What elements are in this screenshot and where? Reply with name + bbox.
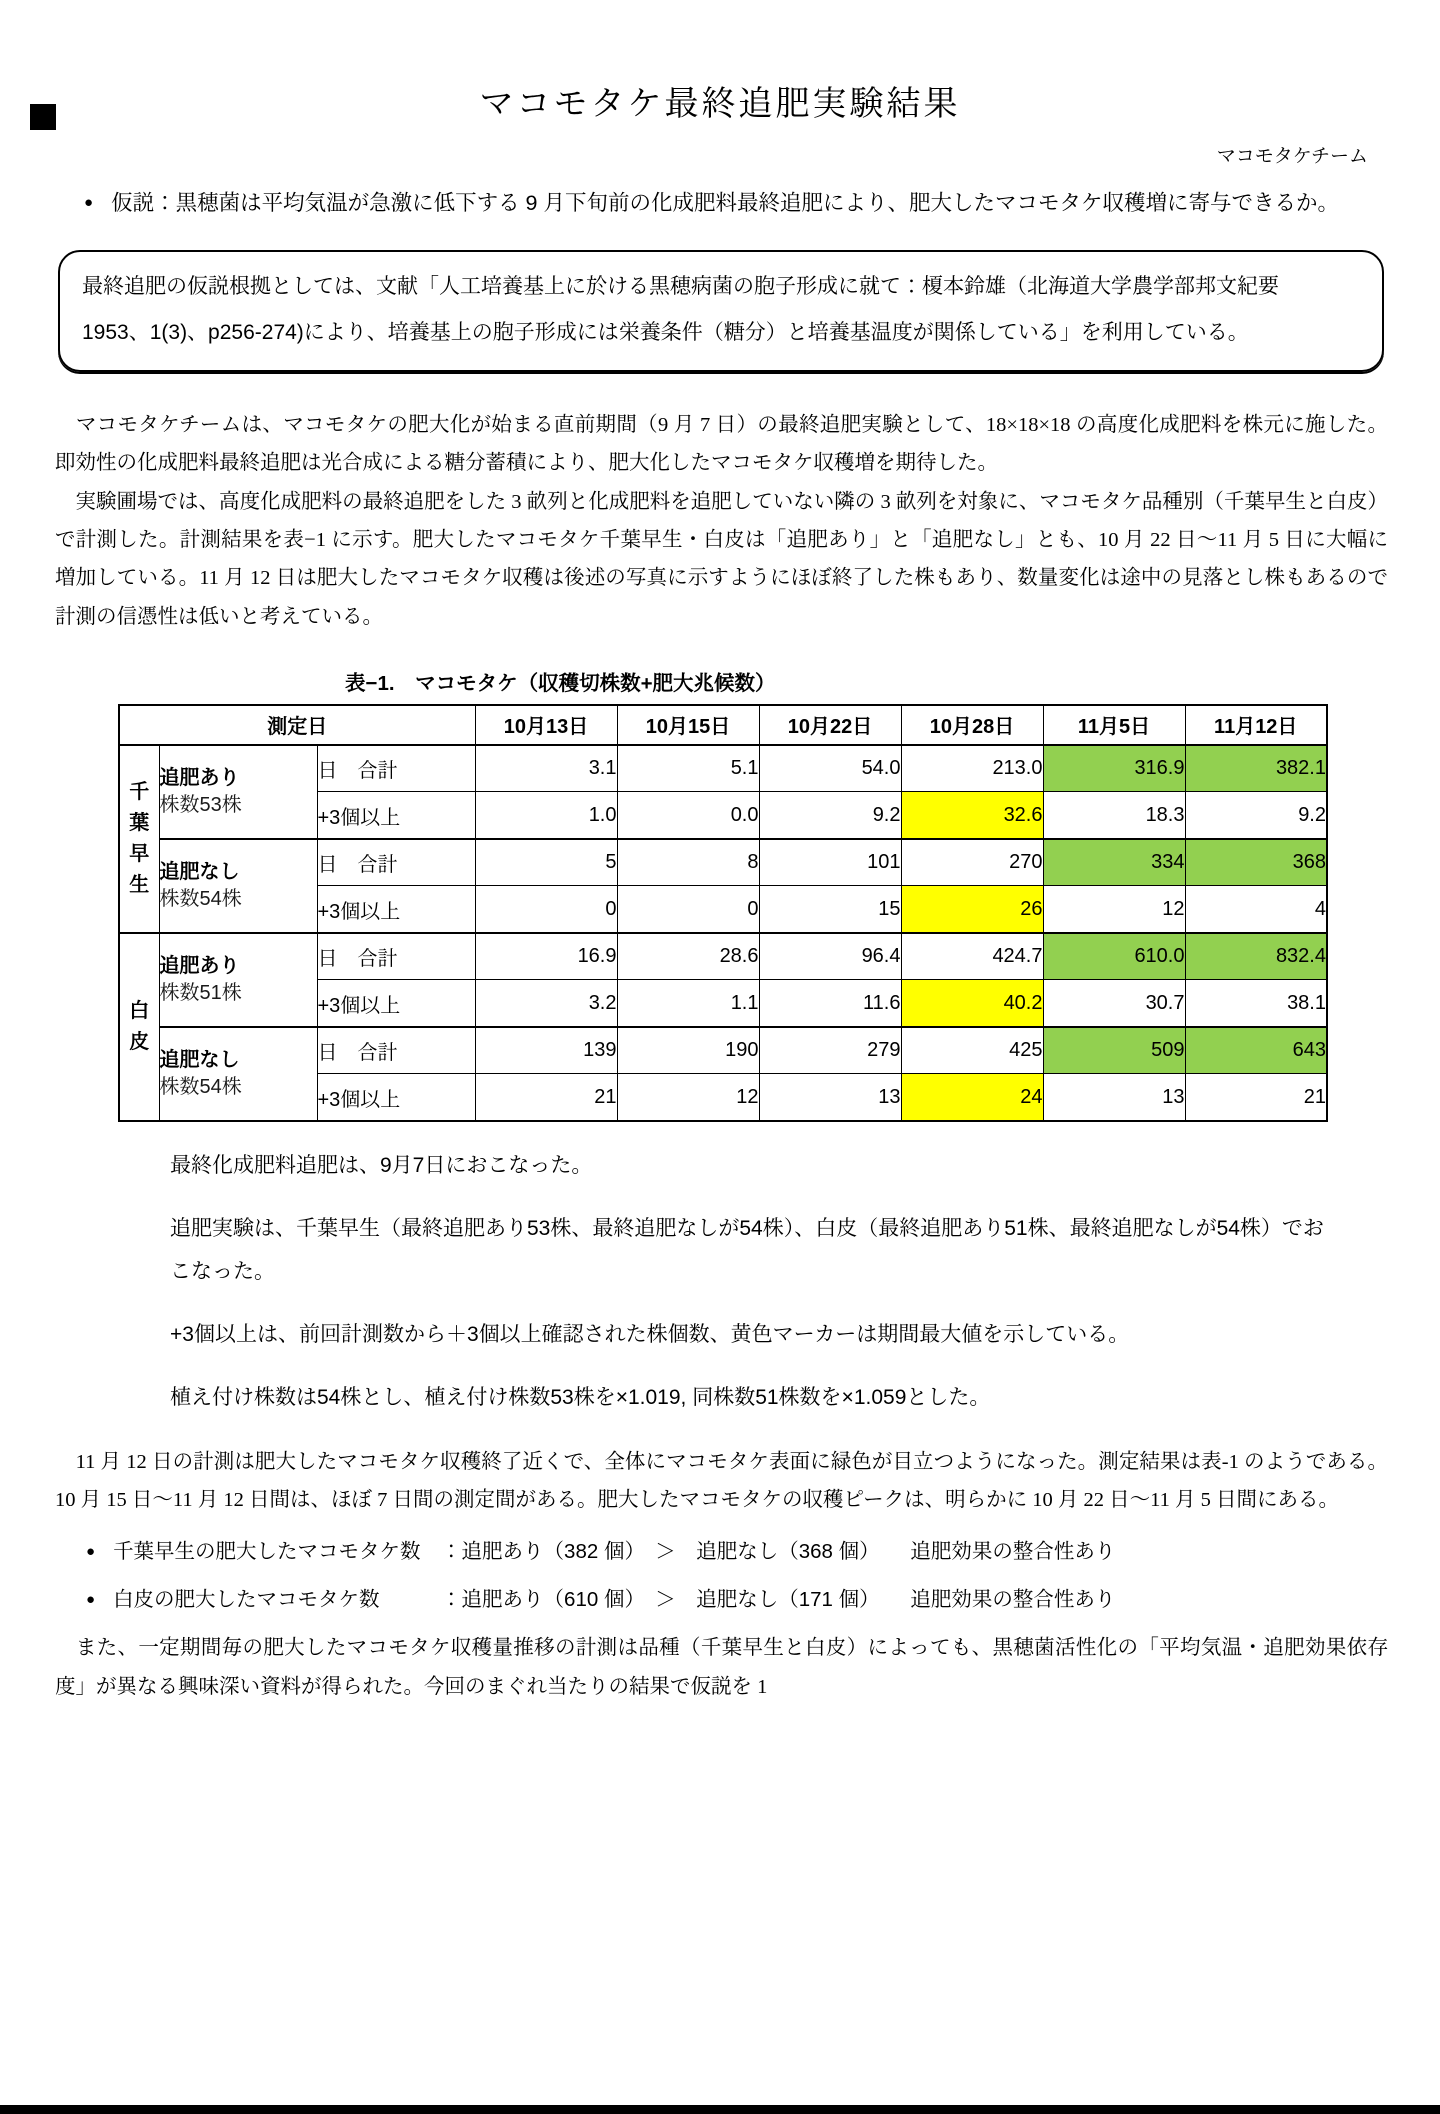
para-fertilizer-application: マコモタケチームは、マコモタケの肥大化が始まる直前期間（9 月 7 日）の最終追肥実験として、18×18×18 の高度化成肥料を株元に施した。即効性の化成肥料最終追肥は光合成による糖分蓄積により、肥大化したマコモタケ収穫増を期待した。: [55, 413, 1388, 475]
note-item: 植え付け株数は54株とし、植え付け株数53株を×1.019, 同株数51株数を×1.059とした。: [170, 1386, 991, 1410]
date-header: 11月5日: [1043, 705, 1185, 745]
metric-label: 日 合計: [317, 839, 475, 886]
treatment-label: [159, 745, 317, 839]
treatment-name: 追肥なし: [159, 1048, 240, 1071]
value-cell: 3.2: [475, 980, 617, 1027]
value-cell: 26: [901, 886, 1043, 933]
table-row: [119, 839, 1327, 886]
result-text: 千葉早生の肥大したマコモタケ数 ：追肥あり（382 個） ＞ 追肥なし（368 個） 追肥効果の整合性あり: [113, 1539, 1116, 1563]
value-cell: 213.0: [901, 745, 1043, 792]
makomo-table-body: [119, 745, 1327, 1121]
note-item: 追肥実験は、千葉早生（最終追肥あり53株、最終追肥なしが54株）、白皮（最終追肥あり51株、最終追肥なしが54株）でおこなった。: [170, 1216, 1324, 1283]
value-cell: 13: [759, 1074, 901, 1121]
metric-label: 日 合計: [317, 745, 475, 792]
value-cell: 1.0: [475, 792, 617, 839]
date-header: 10月28日: [901, 705, 1043, 745]
variety-label: 白皮: [119, 933, 159, 1121]
value-cell: 32.6: [901, 792, 1043, 839]
team-name: マコモタケチーム: [1216, 146, 1368, 167]
bullet-icon: ●: [84, 194, 94, 211]
bullet-icon: ●: [86, 1542, 96, 1560]
stock-count: 株数51株: [159, 981, 242, 1004]
bullet-icon: ●: [86, 1590, 96, 1608]
value-cell: 382.1: [1185, 745, 1327, 792]
treatment-name: 追肥あり: [159, 954, 240, 977]
value-cell: 316.9: [1043, 745, 1185, 792]
value-cell: 3.1: [475, 745, 617, 792]
reference-text: 最終追肥の仮説根拠としては、文献「人工培養基上に於ける黒穂病菌の胞子形成に就て：榎本鈴雄（北海道大学農学部邦文紀要 1953、1(3)、p256-274)により、培養基上の胞子形成には栄養条件（糖分）と培養基温度が関係している」を利用している。: [82, 275, 1300, 345]
value-cell: 190: [617, 1027, 759, 1074]
table-row: [119, 933, 1327, 980]
value-cell: 368: [1185, 839, 1327, 886]
treatment-name: 追肥なし: [159, 860, 240, 883]
value-cell: 40.2: [901, 980, 1043, 1027]
value-cell: 9.2: [759, 792, 901, 839]
para-conclusion: また、一定期間毎の肥大したマコモタケ収穫量推移の計測は品種（千葉早生と白皮）によっても、黒穂菌活性化の「平均気温・追肥効果依存度」が異なる興味深い資料が得られた。今回のまぐれ当たりの結果で仮説を 1: [55, 1637, 1388, 1698]
result-bullet-chibawase: [86, 1536, 1388, 1568]
value-cell: 1.1: [617, 980, 759, 1027]
metric-label: +3個以上: [317, 792, 475, 839]
metric-label: +3個以上: [317, 886, 475, 933]
page-bottom-bar: [0, 2105, 1440, 2114]
hypothesis-text: 仮説：黒穂菌は平均気温が急激に低下する 9 月下旬前の化成肥料最終追肥により、肥大したマコモタケ収穫増に寄与できるか。: [111, 191, 1339, 215]
variety-label: 千葉早生: [119, 745, 159, 933]
value-cell: 54.0: [759, 745, 901, 792]
value-cell: 0: [475, 886, 617, 933]
value-cell: 11.6: [759, 980, 901, 1027]
page-root: [0, 76, 1440, 2114]
value-cell: 0: [617, 886, 759, 933]
value-cell: 643: [1185, 1027, 1327, 1074]
date-header: 10月15日: [617, 705, 759, 745]
value-cell: 270: [901, 839, 1043, 886]
value-cell: 24: [901, 1074, 1043, 1121]
page-title: マコモタケ最終追肥実験結果: [479, 85, 961, 123]
table-row: [119, 1027, 1327, 1074]
value-cell: 8: [617, 839, 759, 886]
value-cell: 334: [1043, 839, 1185, 886]
para-observation: 11 月 12 日の計測は肥大したマコモタケ収穫終了近くで、全体にマコモタケ表面に緑色が目立つようになった。測定結果は表-1 のようである。10 月 15 日～11 月 12 日間は、ほぼ 7 日間の測定間がある。肥大したマコモタケの収穫ピークは、明らかに 10 月 22 日～11 月 5 日間にある。: [55, 1451, 1388, 1512]
value-cell: 425: [901, 1027, 1043, 1074]
note-item: 最終化成肥料追肥は、9月7日におこなった。: [170, 1153, 593, 1177]
value-cell: 12: [617, 1074, 759, 1121]
metric-label: 日 合計: [317, 1027, 475, 1074]
metric-label: +3個以上: [317, 1074, 475, 1121]
value-cell: 4: [1185, 886, 1327, 933]
value-cell: 5.1: [617, 745, 759, 792]
result-text: 白皮の肥大したマコモタケ数 ：追肥あり（610 個） ＞ 追肥なし（171 個） 追肥効果の整合性あり: [113, 1587, 1116, 1611]
table-header-row: [119, 705, 1327, 745]
metric-label: 日 合計: [317, 933, 475, 980]
corner-header: 測定日: [119, 705, 475, 745]
treatment-label: [159, 933, 317, 1027]
value-cell: 5: [475, 839, 617, 886]
value-cell: 139: [475, 1027, 617, 1074]
value-cell: 96.4: [759, 933, 901, 980]
hypothesis-item: [84, 186, 1376, 220]
page-corner-mark: [30, 104, 56, 130]
date-header: 10月13日: [475, 705, 617, 745]
value-cell: 832.4: [1185, 933, 1327, 980]
result-bullet-shirokawa: [86, 1584, 1388, 1616]
value-cell: 28.6: [617, 933, 759, 980]
value-cell: 9.2: [1185, 792, 1327, 839]
value-cell: 0.0: [617, 792, 759, 839]
stock-count: 株数54株: [159, 1075, 242, 1098]
treatment-label: [159, 1027, 317, 1121]
stock-count: 株数54株: [159, 887, 242, 910]
treatment-name: 追肥あり: [159, 766, 240, 789]
note-item: +3個以上は、前回計測数から＋3個以上確認された株個数、黄色マーカーは期間最大値を示している。: [170, 1323, 1130, 1347]
value-cell: 509: [1043, 1027, 1185, 1074]
value-cell: 38.1: [1185, 980, 1327, 1027]
makomo-table: [118, 704, 1328, 1122]
value-cell: 21: [1185, 1074, 1327, 1121]
value-cell: 12: [1043, 886, 1185, 933]
date-header: 11月12日: [1185, 705, 1327, 745]
date-header: 10月22日: [759, 705, 901, 745]
value-cell: 424.7: [901, 933, 1043, 980]
value-cell: 279: [759, 1027, 901, 1074]
table-row: [119, 745, 1327, 792]
value-cell: 30.7: [1043, 980, 1185, 1027]
table-title: 表−1. マコモタケ（収穫切株数+肥大兆候数）: [345, 671, 776, 695]
value-cell: 101: [759, 839, 901, 886]
stock-count: 株数53株: [159, 793, 242, 816]
para-measurement-method: 実験圃場では、高度化成肥料の最終追肥をした 3 畝列と化成肥料を追肥していない隣の 3 畝列を対象に、マコモタケ品種別（千葉早生と白皮）で計測した。計測結果を表−1 に示す。肥大したマコモタケ千葉早生・白皮は「追肥あり」と「追肥なし」とも、10 月 22 日～11 月 5 日に大幅に増加している。11 月 12 日は肥大したマコモタケ収穫は後述の写真に示すようにほぼ終了した株もあり、数量変化は途中の見落とし株もあるので計測の信憑性は低いと考えている。: [55, 490, 1388, 628]
value-cell: 15: [759, 886, 901, 933]
reference-box: [58, 250, 1384, 372]
value-cell: 18.3: [1043, 792, 1185, 839]
value-cell: 610.0: [1043, 933, 1185, 980]
value-cell: 16.9: [475, 933, 617, 980]
treatment-label: [159, 839, 317, 933]
metric-label: +3個以上: [317, 980, 475, 1027]
value-cell: 21: [475, 1074, 617, 1121]
value-cell: 13: [1043, 1074, 1185, 1121]
